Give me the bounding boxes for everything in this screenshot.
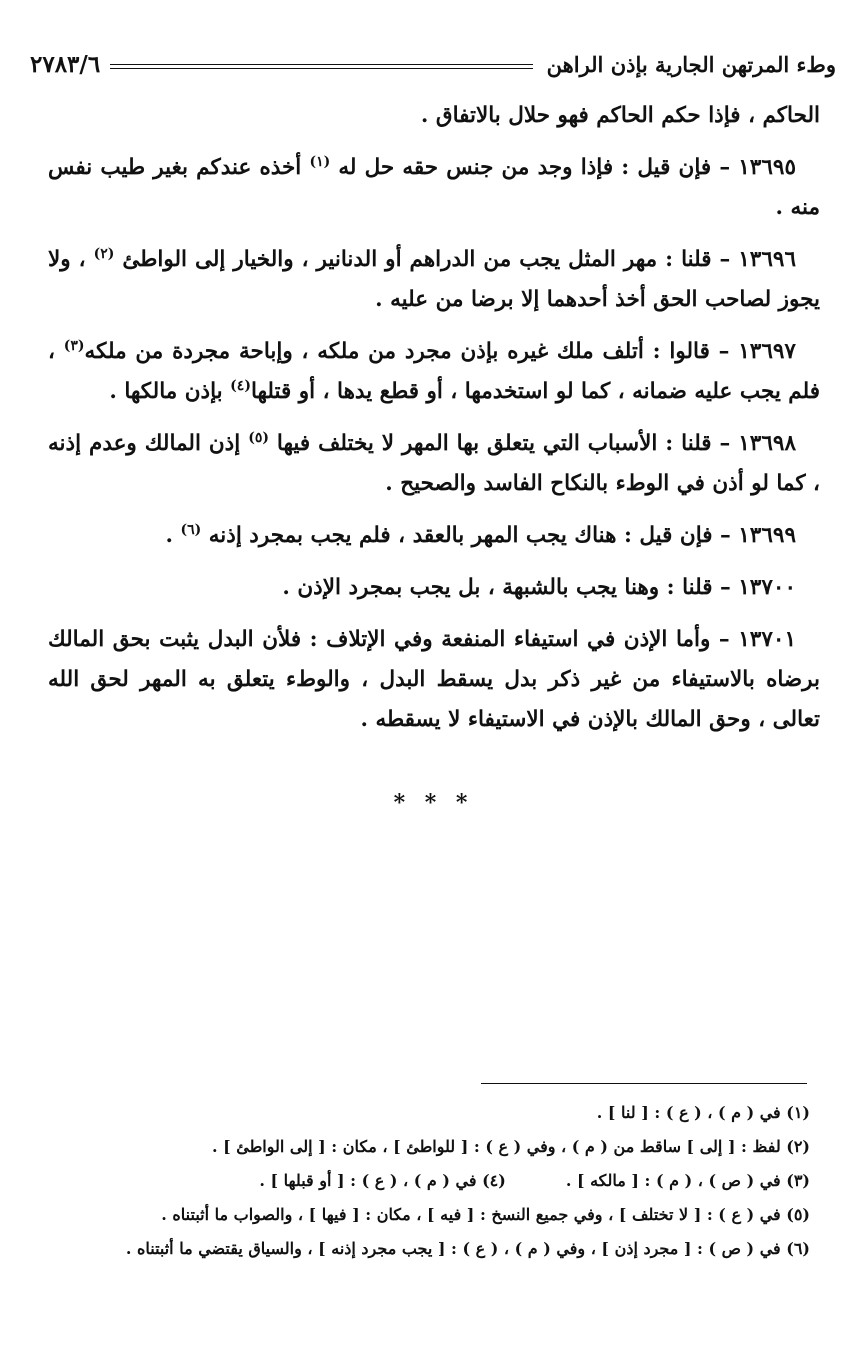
paragraph-13698 (48, 424, 820, 504)
footnote-3: (٣) في ( ص ) ، ( م ) : [ مالكه ] . (565, 1171, 810, 1190)
page-number: ٢٧٨٣/٦ (30, 50, 101, 78)
footnote-row-3-4 (40, 1164, 810, 1198)
footnote-rule (481, 1083, 807, 1084)
body-text (48, 96, 820, 752)
paragraph-text: – قلنا : الأسباب التي يتعلق بها المهر لا يختلف فيها (268, 431, 739, 456)
paragraph (48, 96, 820, 136)
footnote-4: (٤) في ( م ) ، ( ع ) : [ أو قبلها ] . (259, 1171, 506, 1190)
running-title: وطء المرتهن الجارية بإذن الراهن (546, 51, 836, 77)
footnote-ref[interactable]: (٥) (248, 429, 269, 446)
paragraph-text: بإذن مالكها . (109, 379, 231, 404)
footnote-1: (١) في ( م ) ، ( ع ) : [ لنا ] . (596, 1103, 810, 1122)
entry-number: ١٣٦٩٥ (738, 155, 796, 180)
entry-number: ١٣٦٩٨ (738, 431, 796, 456)
paragraph-text: الحاكم ، فإذا حكم الحاكم فهو حلال بالاتفاق . (420, 103, 820, 128)
paragraph-13697 (48, 332, 820, 412)
paragraph-text: – فإن قيل : هناك يجب المهر بالعقد ، فلم يجب بمجرد إذنه (201, 523, 739, 548)
paragraph-text: أخذه عندكم بغير طيب نفس منه . (48, 155, 820, 220)
header-rule (110, 64, 533, 69)
entry-number: ١٣٦٩٧ (738, 339, 796, 364)
entry-number: ١٣٧٠٠ (738, 575, 796, 600)
paragraph-text: – وأما الإذن في استيفاء المنفعة وفي الإتلاف : فلأن البدل يثبت بحق المالك برضاه بالاستيفاء من غير ذكر بدل يسقط البدل ، والوطء يتعلق به المهر لحق الله تعالى ، وحق المالك بالإذن في الاستيفاء لا يسقطه . (48, 627, 820, 732)
footnote-2: (٢) لفظ : [ إلى ] ساقط من ( م ) ، وفي ( ع ) : [ للواطئ ] ، مكان : [ إلى الواطئ ] . (211, 1137, 810, 1156)
footnote-ref[interactable]: (٢) (93, 245, 115, 262)
footnote-ref[interactable]: (٤) (230, 377, 251, 394)
paragraph-13700 (48, 568, 820, 608)
paragraph-13701 (48, 620, 820, 740)
paragraph-text: ، ولا يجوز لصاحب الحق أخذ أحدهما إلا برضا من عليه . (48, 247, 820, 312)
footnote-ref[interactable]: (٦) (180, 521, 202, 538)
paragraph-text: – قلنا : وهنا يجب بالشبهة ، بل يجب بمجرد الإذن . (282, 575, 739, 600)
footnote-6: (٦) في ( ص ) : [ مجرد إذن ] ، وفي ( م ) ، ( ع ) : [ يجب مجرد إذنه ] ، والسياق يقتضي ما أثبتناه . (125, 1239, 810, 1258)
section-separator: * * * (393, 790, 474, 816)
paragraph-text: . (165, 523, 181, 548)
running-header (30, 42, 836, 86)
footnote-5: (٥) في ( ع ) : [ لا تختلف ] ، وفي جميع النسخ : [ فيه ] ، مكان : [ فيها ] ، والصواب ما أثبتناه . (161, 1205, 810, 1224)
paragraph-text: – قالوا : أتلف ملك غيره بإذن مجرد من ملكه ، وإباحة مجردة من ملكه (84, 339, 739, 364)
paragraph-13696 (48, 240, 820, 320)
paragraph-text: – قلنا : مهر المثل يجب من الدراهم أو الدنانير ، والخيار إلى الواطئ (114, 247, 739, 272)
paragraph-13695 (48, 148, 820, 228)
footnote-ref[interactable]: (١) (309, 153, 331, 170)
entry-number: ١٣٦٩٦ (738, 247, 796, 272)
footnote-ref[interactable]: (٣) (63, 337, 85, 354)
paragraph-13699 (48, 516, 820, 556)
entry-number: ١٣٦٩٩ (738, 523, 796, 548)
paragraph-text: ، فلم يجب عليه ضمانه ، كما لو استخدمها ، أو قطع يدها ، أو قتلها (48, 339, 820, 404)
footnotes (40, 1096, 810, 1266)
paragraph-text: – فإن قيل : فإذا وجد من جنس حقه حل له (330, 155, 739, 180)
entry-number: ١٣٧٠١ (738, 627, 796, 652)
paragraph-text: إذن المالك وعدم إذنه ، كما لو أذن في الوطء بالنكاح الفاسد والصحيح . (48, 431, 820, 496)
